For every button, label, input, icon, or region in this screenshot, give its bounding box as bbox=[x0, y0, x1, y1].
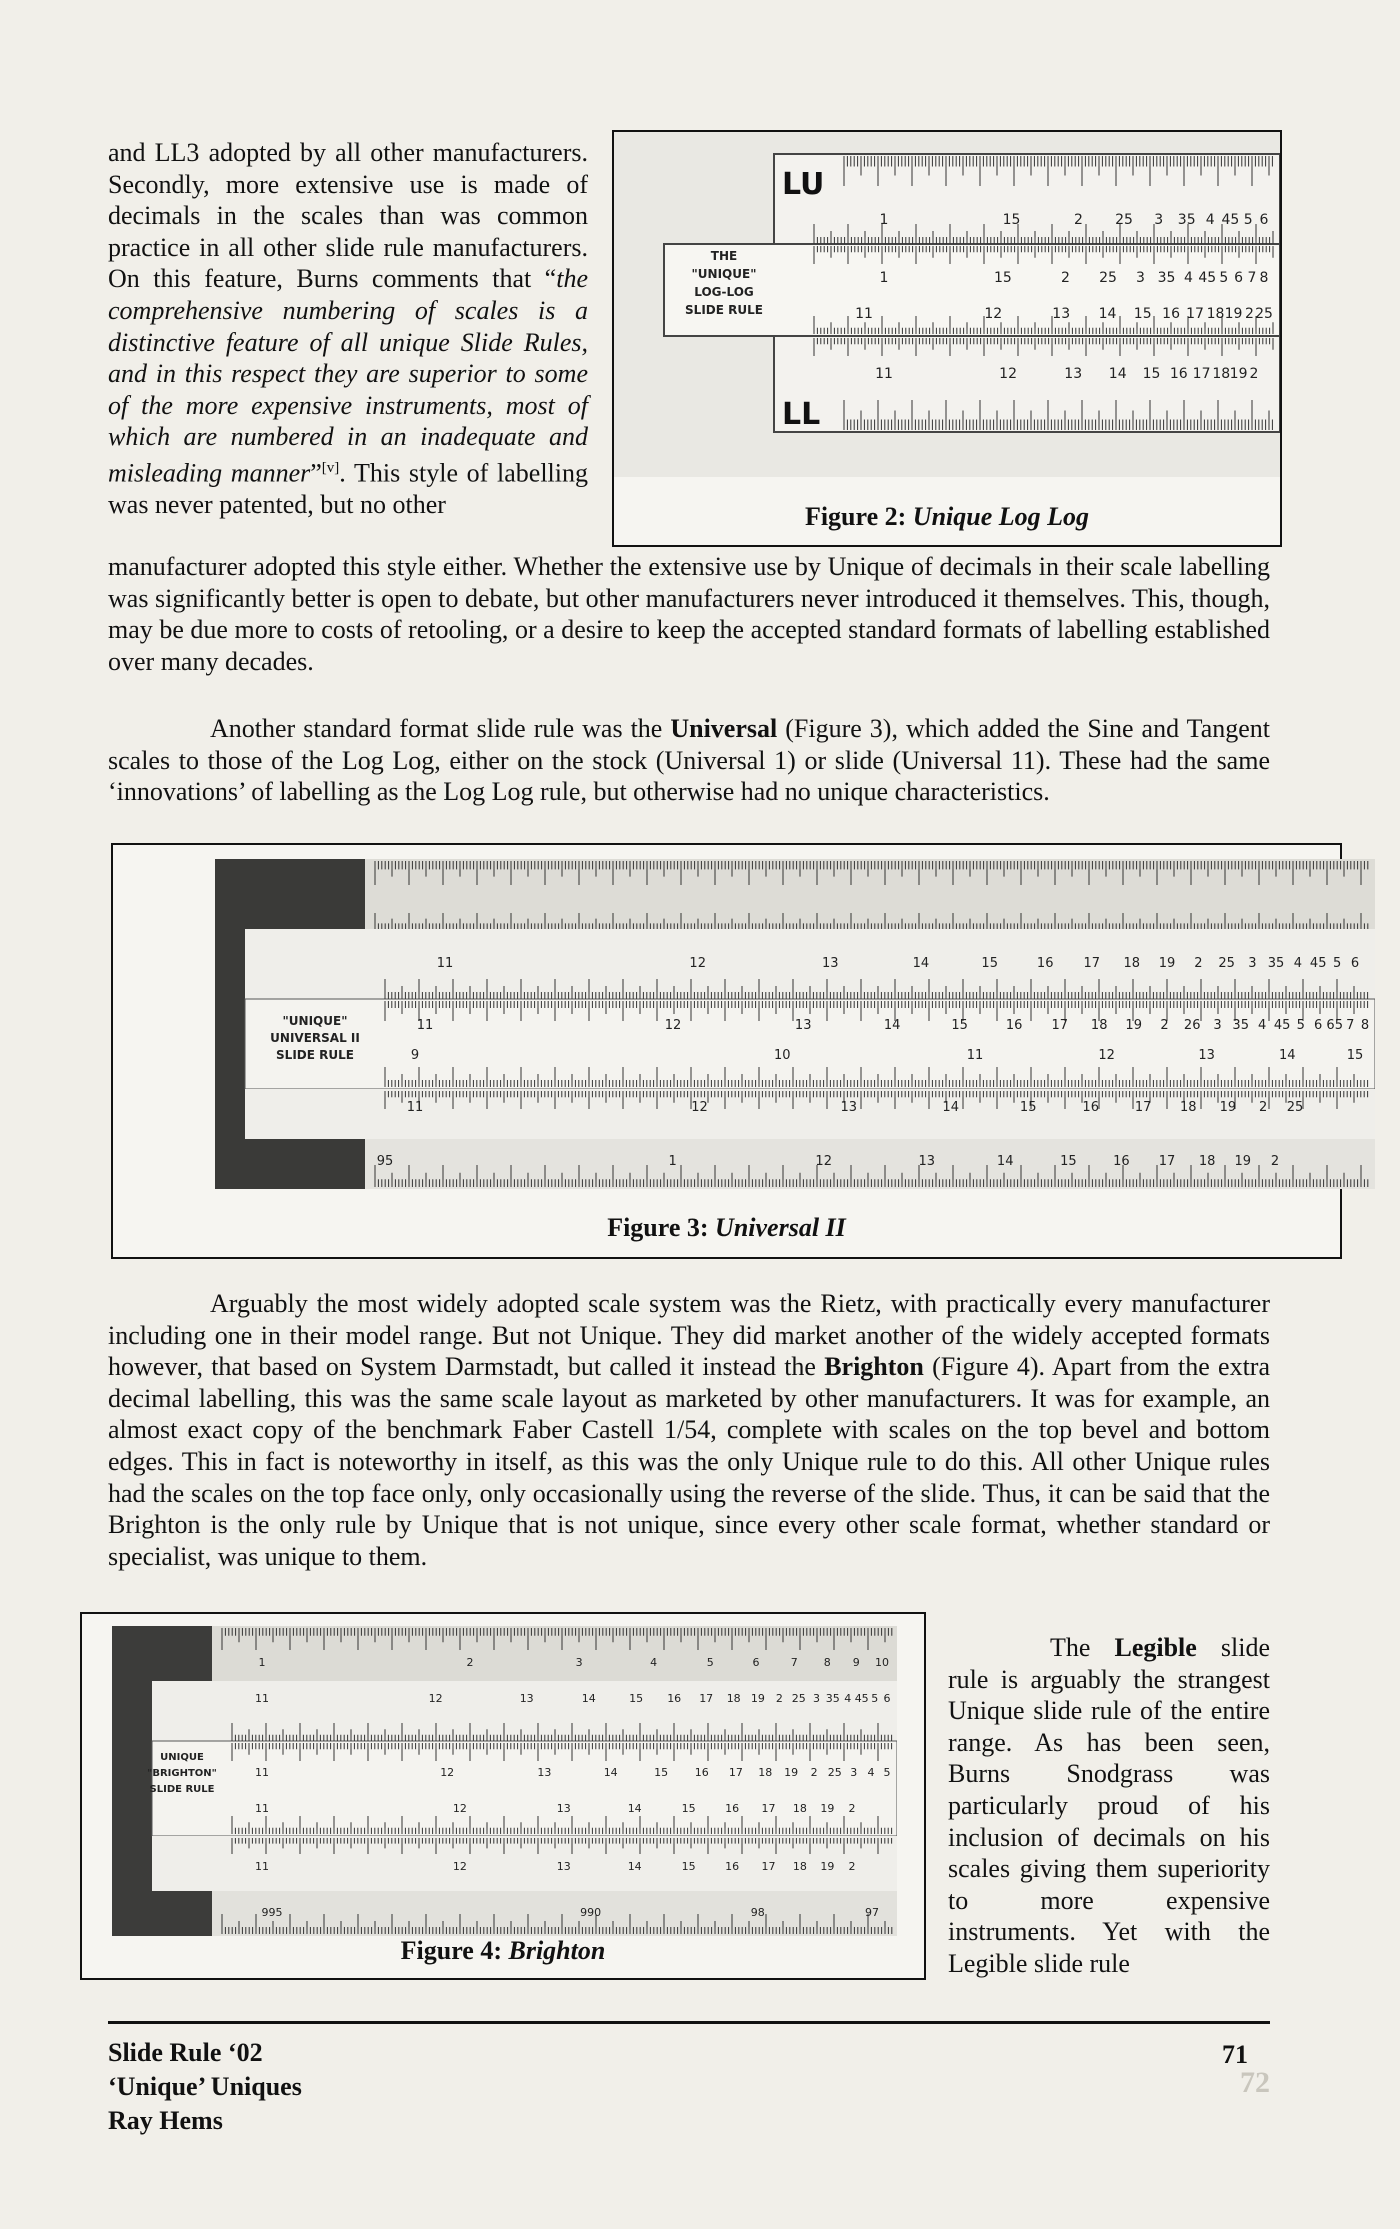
slide-middle-number: 13 bbox=[1198, 1048, 1215, 1063]
bottom-edge-number: 19 bbox=[1234, 1154, 1252, 1169]
upper-stock-number: 13 bbox=[519, 1692, 534, 1705]
rule-label-line: "UNIQUE" bbox=[691, 267, 757, 281]
upper-stock-number: 6 bbox=[1259, 212, 1269, 228]
upper-stock-number: 25 bbox=[1218, 956, 1235, 971]
slide-upper-number: 7 bbox=[1346, 1018, 1355, 1033]
lower-stock-number: 15 bbox=[1019, 1100, 1037, 1115]
upper-stock bbox=[152, 1681, 897, 1741]
slide-lower-number: 17 bbox=[1186, 306, 1204, 322]
upper-stock-number: 45 bbox=[1221, 212, 1240, 228]
lower-stock-number: 18 bbox=[1180, 1100, 1197, 1115]
lower-stock-number: 14 bbox=[1108, 366, 1127, 382]
rule-label-line: UNIVERSAL II bbox=[270, 1031, 360, 1045]
lower-stock-number: 16 bbox=[1082, 1100, 1099, 1115]
rule-label-line: SLIDE RULE bbox=[149, 1784, 215, 1795]
lower-stock-number: 2 bbox=[1259, 1100, 1268, 1115]
bottom-edge-number: 1 bbox=[668, 1154, 677, 1169]
lower-stock-number: 11 bbox=[255, 1860, 269, 1873]
lower-stock-number: 13 bbox=[840, 1100, 858, 1115]
slide-upper-number: 2 bbox=[1060, 270, 1070, 286]
upper-stock-number: 12 bbox=[428, 1692, 443, 1705]
slide-lower-number: 13 bbox=[556, 1802, 571, 1815]
page-number: 71 bbox=[1222, 2040, 1248, 2069]
bevel-number: 10 bbox=[875, 1656, 889, 1669]
slide-upper-number: 45 bbox=[1273, 1018, 1291, 1033]
slide-upper-number: 45 bbox=[1198, 270, 1217, 286]
bottom-edge-number: 18 bbox=[1198, 1154, 1216, 1169]
slide-lower-number: 15 bbox=[1133, 306, 1152, 322]
bottom-edge bbox=[365, 1139, 1375, 1189]
rule-label-line: SLIDE RULE bbox=[685, 303, 763, 317]
lower-stock-number: 17 bbox=[761, 1860, 776, 1873]
top-bevel bbox=[212, 1626, 897, 1681]
slide-lower-number: 2 bbox=[848, 1802, 856, 1815]
slide-middle-number: 12 bbox=[1098, 1048, 1115, 1063]
bottom-edge-number: 2 bbox=[1270, 1154, 1280, 1169]
upper-stock-number: 25 bbox=[791, 1692, 806, 1705]
figure-2-caption: Figure 2: Unique Log Log bbox=[804, 502, 1090, 531]
slide-upper-number: 25 bbox=[827, 1766, 842, 1779]
lower-stock-number: 25 bbox=[1286, 1100, 1304, 1115]
bevel-number: 4 bbox=[650, 1656, 658, 1669]
upper-stock-number: 45 bbox=[1309, 956, 1327, 971]
slide-upper-number: 1 bbox=[879, 270, 889, 286]
lower-stock-number: 16 bbox=[725, 1860, 740, 1873]
lower-stock-number: 12 bbox=[452, 1860, 467, 1873]
rule-label-line: "BRIGHTON" bbox=[147, 1768, 217, 1779]
footnote-reference[interactable]: [v] bbox=[321, 459, 340, 476]
paragraph-1-continued: manufacturer adopted this style either. Whether the extensive use by Unique of decimals in their scale labelling was significantly better is open to debate, but other manufacturers never introduced it themselves. This, though, may be due more to costs of retooling, or a desire to keep the accepted standard formats of labelling established over many decades. bbox=[108, 552, 1270, 676]
figure-2-slide-rule-image bbox=[614, 132, 1280, 477]
slide-upper-number: 14 bbox=[603, 1766, 618, 1779]
slide-upper-number: 7 bbox=[1247, 270, 1257, 286]
upper-stock-number: 19 bbox=[750, 1692, 765, 1705]
lower-stock-number: 17 bbox=[1134, 1100, 1152, 1115]
lower-stock bbox=[774, 336, 1280, 432]
footer-article-title: ‘Unique’ Uniques bbox=[108, 2072, 302, 2101]
bevel-number: 7 bbox=[790, 1656, 798, 1669]
slide-upper-number: 12 bbox=[664, 1018, 682, 1033]
figure-3-caption: Figure 3: Universal II bbox=[607, 1213, 846, 1242]
footer-publication: Slide Rule ‘02 bbox=[108, 2038, 263, 2067]
paragraph-4: The Legible slide rule is arguably the strangest Unique slide rule of the entire range. As has been seen, Burns Snodgrass was particularly proud of his inclusion of decimals on his scales giving them superiority to more expensive instruments. Yet with the Legible slide rule bbox=[948, 1633, 1270, 1978]
lower-stock-number: 18 bbox=[792, 1860, 807, 1873]
lower-stock-number: 19 bbox=[820, 1860, 835, 1873]
bottom-edge-number: 13 bbox=[918, 1154, 936, 1169]
slide-upper-number: 35 bbox=[1157, 270, 1176, 286]
slide-upper-number: 4 bbox=[867, 1766, 875, 1779]
upper-stock-number: 5 bbox=[1243, 212, 1253, 228]
universal-term: Universal bbox=[670, 714, 778, 743]
lower-stock-number: 14 bbox=[627, 1860, 642, 1873]
scale-label-ll: LL bbox=[782, 397, 821, 432]
upper-stock-number: 5 bbox=[1333, 956, 1342, 971]
slide-upper-number: 6 bbox=[1314, 1018, 1323, 1033]
upper-stock-number: 2 bbox=[775, 1692, 783, 1705]
paragraph-2: Another standard format slide rule was the Universal (Figure 3), which added the Sine and Tangent scales to those of the Log Log, either on the stock (Universal 1) or slide (Universal 11). These had the same ‘innovations’ of labelling as the Log Log rule, but otherwise had no unique characteristics. bbox=[108, 714, 1271, 807]
slide-upper-number: 16 bbox=[694, 1766, 709, 1779]
close-quote: ” bbox=[310, 458, 322, 488]
lower-stock-number: 13 bbox=[556, 1860, 571, 1873]
slide-lower-number: 16 bbox=[1162, 306, 1181, 322]
slide-upper-number: 13 bbox=[537, 1766, 552, 1779]
brighton-term: Brighton bbox=[824, 1352, 924, 1382]
slide bbox=[149, 1741, 897, 1836]
slide-upper-number: 4 bbox=[1183, 270, 1193, 286]
slide-lower-number: 13 bbox=[1052, 306, 1071, 322]
slide-middle-number: 11 bbox=[966, 1048, 984, 1063]
upper-stock-number: 15 bbox=[1002, 212, 1021, 228]
slide-upper-number: 5 bbox=[1219, 270, 1229, 286]
footer-info bbox=[108, 2036, 302, 2138]
upper-stock-number: 4 bbox=[1293, 956, 1303, 971]
slide-upper-number: 15 bbox=[951, 1018, 968, 1033]
upper-stock-number: 4 bbox=[844, 1692, 852, 1705]
upper-stock-number: 19 bbox=[1158, 956, 1176, 971]
upper-stock-number: 12 bbox=[689, 956, 706, 971]
upper-stock-number: 1 bbox=[879, 212, 889, 228]
footer-divider bbox=[108, 2021, 1270, 2024]
upper-stock-number: 14 bbox=[581, 1692, 596, 1705]
slide-upper-number: 17 bbox=[1051, 1018, 1069, 1033]
paragraph-3: Arguably the most widely adopted scale system was the Rietz, with practically every manufacturer including one in their model range. But not Unique. They did market another of the widely accepted formats however, that based on System Darmstadt, but called it instead the Brighton (Figure 4). Apart from the extra decimal labelling, this was the same scale layout as marketed by other manufacturers. It was for example, an almost exact copy of the benchmark Faber Castell 1/54, complete with scales on the top bevel and bottom edges. This in fact is noteworthy in itself, as this was the only Unique rule to do this. All other Unique rules had the scales on the top face only, only occasionally using the reverse of the slide. Thus, it can be said that the Brighton is the only rule by Unique that is not unique, since every other scale format, whether standard or specialist, was unique to them. bbox=[108, 1289, 1270, 1571]
slide-upper-number: 3 bbox=[1135, 270, 1145, 286]
lower-stock-number: 19 bbox=[1219, 1100, 1237, 1115]
scale-label-lu: LU bbox=[782, 167, 825, 202]
slide-lower-number: 11 bbox=[855, 306, 873, 322]
rule-label-line: LOG-LOG bbox=[694, 285, 754, 299]
slide-upper-number: 2 bbox=[1160, 1018, 1169, 1033]
slide-lower-number: 2 bbox=[1245, 306, 1254, 322]
bottom-edge-number: 16 bbox=[1113, 1154, 1130, 1169]
slide-middle-number: 14 bbox=[1279, 1048, 1296, 1063]
upper-stock-number: 17 bbox=[699, 1692, 714, 1705]
bevel-number: 5 bbox=[706, 1656, 714, 1669]
bevel-number: 1 bbox=[258, 1656, 266, 1669]
footer-author: Ray Hems bbox=[108, 2106, 223, 2135]
slide-upper-number: 3 bbox=[850, 1766, 858, 1779]
upper-stock-number: 45 bbox=[854, 1692, 869, 1705]
upper-stock-number: 35 bbox=[1177, 212, 1196, 228]
bottom-edge-number: 995 bbox=[261, 1906, 283, 1919]
lower-stock-number: 12 bbox=[691, 1100, 708, 1115]
slide-lower-number: 25 bbox=[1255, 306, 1273, 322]
lower-stock-number: 11 bbox=[875, 366, 893, 382]
bottom-edge-number: 990 bbox=[580, 1906, 602, 1919]
upper-stock-number: 5 bbox=[871, 1692, 879, 1705]
slide-lower-number: 11 bbox=[255, 1802, 269, 1815]
paragraph-1-upper bbox=[108, 137, 588, 521]
upper-stock-number: 3 bbox=[1154, 212, 1164, 228]
slide-upper-number: 14 bbox=[883, 1018, 901, 1033]
figure-3-universal-ii bbox=[111, 843, 1370, 1259]
paragraph-1-intro: and LL3 adopted by all other manufacturers. Secondly, more extensive use is made of decimals in the scales than was common practice in all other slide rule manufacturers. On this feature, Burns comments that “ bbox=[108, 138, 588, 294]
lower-stock-number: 2 bbox=[1249, 366, 1259, 382]
upper-stock-number: 25 bbox=[1115, 212, 1133, 228]
lower-stock-number: 12 bbox=[999, 366, 1018, 382]
bottom-edge-number: 95 bbox=[376, 1154, 394, 1169]
bottom-edge-number: 12 bbox=[815, 1154, 832, 1169]
slide-upper-number: 5 bbox=[883, 1766, 891, 1779]
lower-stock-number: 14 bbox=[942, 1100, 959, 1115]
bottom-edge-number: 17 bbox=[1158, 1154, 1176, 1169]
upper-stock-number: 35 bbox=[825, 1692, 840, 1705]
figure-3-slide-rule-image bbox=[215, 859, 1375, 1189]
figure-2-log-log bbox=[612, 130, 1282, 547]
slide-lower-number: 14 bbox=[1098, 306, 1117, 322]
upper-stock-number: 16 bbox=[667, 1692, 682, 1705]
slide-lower-number: 16 bbox=[725, 1802, 740, 1815]
top-bevel bbox=[365, 859, 1375, 929]
lower-stock-number: 17 bbox=[1192, 366, 1211, 382]
bottom-edge-number: 98 bbox=[750, 1906, 765, 1919]
legible-term: Legible bbox=[1114, 1633, 1197, 1662]
slide-upper-number: 18 bbox=[758, 1766, 773, 1779]
slide-upper-number: 12 bbox=[440, 1766, 455, 1779]
upper-stock-number: 6 bbox=[1350, 956, 1360, 971]
rule-label-line: SLIDE RULE bbox=[276, 1048, 354, 1062]
upper-stock-number: 15 bbox=[629, 1692, 644, 1705]
bevel-number: 2 bbox=[466, 1656, 474, 1669]
slide-upper-number: 11 bbox=[255, 1766, 269, 1779]
slide-upper-number: 16 bbox=[1005, 1018, 1023, 1033]
slide-upper-number: 65 bbox=[1326, 1018, 1343, 1033]
slide-upper-number: 8 bbox=[1259, 270, 1269, 286]
lower-stock-number: 16 bbox=[1169, 366, 1188, 382]
slide-middle-number: 9 bbox=[410, 1048, 420, 1063]
lower-stock-number: 11 bbox=[406, 1100, 424, 1115]
upper-stock-number: 11 bbox=[255, 1692, 269, 1705]
lower-stock-number: 13 bbox=[1064, 366, 1083, 382]
slide-lower-number: 15 bbox=[681, 1802, 696, 1815]
lower-stock-number: 15 bbox=[681, 1860, 696, 1873]
bottom-edge-number: 97 bbox=[865, 1906, 879, 1919]
lower-stock-number: 19 bbox=[1229, 366, 1248, 382]
upper-stock-number: 13 bbox=[822, 956, 839, 971]
upper-stock-number: 15 bbox=[981, 956, 998, 971]
slide-middle-number: 15 bbox=[1346, 1048, 1364, 1063]
upper-stock bbox=[774, 154, 1280, 244]
upper-stock-number: 11 bbox=[436, 956, 454, 971]
bottom-edge-number: 14 bbox=[996, 1154, 1014, 1169]
slide-upper-number: 18 bbox=[1090, 1018, 1108, 1033]
figure-4-slide-rule-image bbox=[112, 1626, 897, 1936]
lower-stock-number: 18 bbox=[1212, 366, 1231, 382]
slide-upper-number: 15 bbox=[654, 1766, 669, 1779]
lower-stock-number: 2 bbox=[848, 1860, 856, 1873]
slide-upper-number: 11 bbox=[416, 1018, 434, 1033]
slide-upper-number: 15 bbox=[993, 270, 1012, 286]
rule-label-line: UNIQUE bbox=[160, 1752, 204, 1763]
slide-lower-number: 18 bbox=[1206, 306, 1225, 322]
slide-upper-number: 17 bbox=[728, 1766, 743, 1779]
upper-stock-number: 35 bbox=[1267, 956, 1285, 971]
figure-4-brighton bbox=[80, 1612, 926, 1980]
upper-stock-number: 2 bbox=[1073, 212, 1083, 228]
slide-upper-number: 25 bbox=[1099, 270, 1117, 286]
slide-upper-number: 19 bbox=[784, 1766, 799, 1779]
bottom-edge-number: 15 bbox=[1060, 1154, 1077, 1169]
slide-upper-number: 19 bbox=[1125, 1018, 1142, 1033]
bevel-number: 9 bbox=[852, 1656, 860, 1669]
slide-lower-number: 14 bbox=[627, 1802, 642, 1815]
slide-upper-number: 13 bbox=[794, 1018, 812, 1033]
lower-stock-number: 15 bbox=[1142, 366, 1161, 382]
upper-stock-number: 18 bbox=[1123, 956, 1141, 971]
upper-stock-number: 4 bbox=[1205, 212, 1215, 228]
slide-upper-number: 35 bbox=[1232, 1018, 1249, 1033]
slide-lower-number: 19 bbox=[1224, 306, 1243, 322]
bevel-number: 3 bbox=[575, 1656, 583, 1669]
slide-upper-number: 8 bbox=[1360, 1018, 1370, 1033]
bleed-through-page-number: 72 bbox=[1240, 2066, 1270, 2099]
slide-lower-number: 18 bbox=[792, 1802, 807, 1815]
upper-stock-number: 17 bbox=[1083, 956, 1101, 971]
slide-lower-number: 19 bbox=[820, 1802, 835, 1815]
upper-stock-number: 16 bbox=[1036, 956, 1054, 971]
slide-lower-number: 17 bbox=[761, 1802, 776, 1815]
bevel-number: 6 bbox=[752, 1656, 760, 1669]
upper-stock-number: 2 bbox=[1194, 956, 1203, 971]
slide-upper-number: 4 bbox=[1258, 1018, 1267, 1033]
rule-label-line: "UNIQUE" bbox=[282, 1014, 348, 1028]
slide-lower-number: 12 bbox=[984, 306, 1003, 322]
upper-stock-number: 6 bbox=[883, 1692, 891, 1705]
bottom-edge bbox=[212, 1891, 897, 1936]
slide-upper-number: 26 bbox=[1183, 1018, 1201, 1033]
slide-upper-number: 5 bbox=[1296, 1018, 1305, 1033]
upper-stock-number: 14 bbox=[912, 956, 930, 971]
upper-stock-number: 3 bbox=[813, 1692, 820, 1705]
rule-label-line: THE bbox=[710, 249, 738, 263]
slide-middle-number: 10 bbox=[774, 1048, 791, 1063]
paragraph-1-after-quote: . This style of labelling was never patented, but no other bbox=[108, 458, 588, 520]
upper-stock-number: 3 bbox=[1248, 956, 1257, 971]
slide-lower-number: 12 bbox=[452, 1802, 467, 1815]
burns-quote: the comprehensive numbering of scales is a distinctive feature of all unique Slide Rules, and in this respect they are superior to some of the more expensive instruments, most of which are numbered in an inadequate and misleading manner bbox=[108, 264, 588, 488]
bevel-number: 8 bbox=[823, 1656, 831, 1669]
slide-upper-number: 2 bbox=[810, 1766, 818, 1779]
upper-stock-number: 18 bbox=[726, 1692, 741, 1705]
slide-upper-number: 3 bbox=[1213, 1018, 1222, 1033]
slide-upper-number: 6 bbox=[1234, 270, 1244, 286]
figure-4-caption: Figure 4: Brighton bbox=[400, 1936, 606, 1965]
